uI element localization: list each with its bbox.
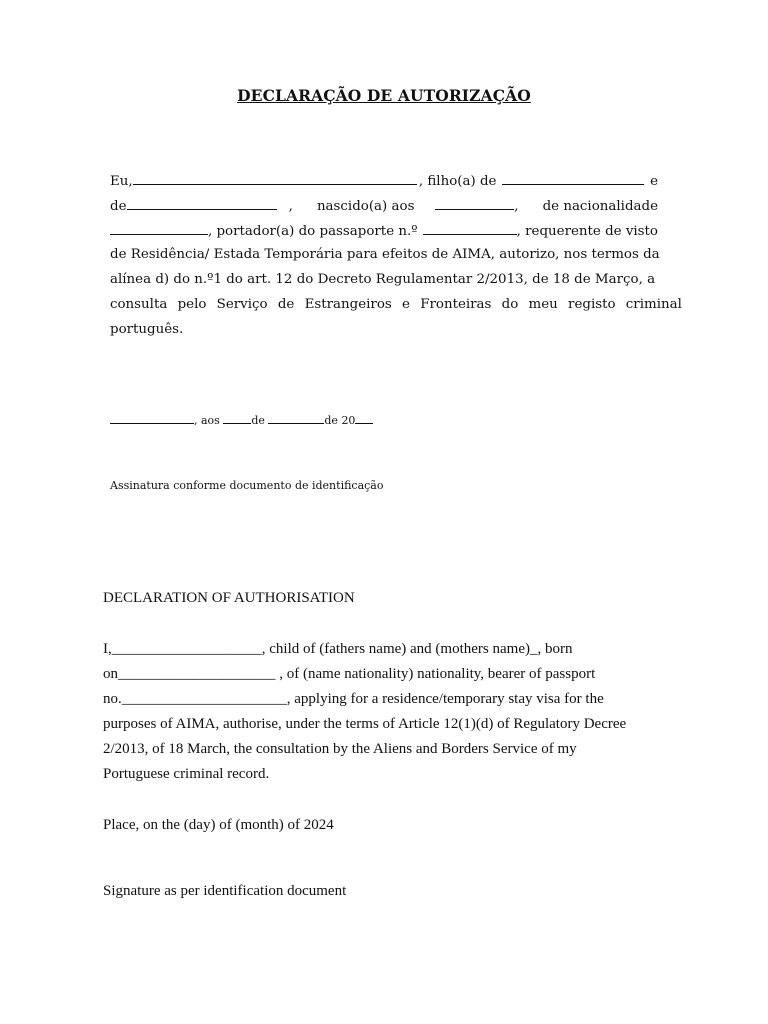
en-line-4: purposes of AIMA, authorise, under the terms of Article 12(1)(d) of Regulatory Decree	[103, 716, 627, 732]
document-title-en: DECLARATION OF AUTHORISATION	[103, 590, 355, 606]
pt-line-4	[110, 247, 658, 272]
en-text-line-1a: I,____________________, child of (fathers name) and (mothers name)	[103, 641, 530, 657]
year-blank[interactable]	[355, 413, 373, 424]
en-signature-label: Signature as per identification document	[103, 883, 347, 899]
pt-text-line-5: alínea d) do n.º1 do art. 12 do Decreto Regulamentar 2/2013, de 18 de Março, a	[110, 272, 656, 287]
pt-nascido-label: nascido(a) aos	[316, 199, 415, 214]
en-line-3: no.______________________, applying for a residence/temporary stay visa for the	[103, 691, 604, 707]
name-blank[interactable]	[133, 172, 417, 185]
pt-aos-label: , aos	[194, 414, 220, 427]
en-line-5: 2/2013, of 18 March, the consultation by the Aliens and Borders Service of my	[103, 741, 577, 757]
pt-de-label: de	[110, 199, 127, 214]
en-line-6: Portuguese criminal record.	[103, 766, 270, 782]
pt-nacionalidade-label: de nacionalidade	[542, 199, 658, 214]
birthplace-blank[interactable]	[127, 197, 277, 210]
pt-line-1	[110, 172, 658, 197]
pt-line-7	[110, 322, 658, 347]
pt-line-2	[110, 197, 658, 222]
pt-de20-label: de 20	[324, 414, 356, 427]
en-text-line-1c: , born	[537, 641, 573, 657]
en-line-1	[103, 641, 572, 658]
pt-eu-label: Eu,	[110, 174, 133, 189]
pt-text-line-7: português.	[110, 322, 184, 337]
pt-comma: ,	[288, 199, 293, 214]
day-blank[interactable]	[223, 413, 251, 424]
en-line-2: on_____________________ , of (name nationality) nationality, bearer of passport	[103, 666, 596, 682]
parent-name-blank[interactable]	[502, 172, 644, 185]
month-blank[interactable]	[268, 413, 324, 424]
passport-number-blank[interactable]	[423, 222, 517, 235]
document-title-pt: DECLARAÇÃO DE AUTORIZAÇÃO	[237, 86, 531, 105]
pt-de-small-label: de	[251, 414, 265, 427]
pt-line-5	[110, 272, 658, 297]
pt-portador-label: , portador(a) do passaporte n.º	[207, 224, 418, 239]
pt-comma-2: ,	[514, 199, 519, 214]
birthdate-blank[interactable]	[435, 197, 514, 210]
en-place-date-line: Place, on the (day) of (month) of 2024	[103, 817, 334, 833]
place-blank[interactable]	[110, 413, 194, 424]
pt-text-line-6: consulta pelo Serviço de Estrangeiros e Fronteiras do meu registo criminal	[110, 297, 682, 312]
pt-line-3	[110, 222, 658, 247]
pt-filho-label: , filho(a) de	[418, 174, 497, 189]
pt-line-6	[110, 297, 682, 322]
nationality-blank[interactable]	[110, 222, 208, 235]
pt-signature-label: Assinatura conforme documento de identificação	[110, 479, 384, 492]
pt-place-date-line	[110, 413, 373, 427]
en-text-line-1b: _	[529, 641, 538, 657]
pt-text-line-4: de Residência/ Estada Temporária para efeitos de AIMA, autorizo, nos termos da	[110, 247, 660, 262]
pt-requerente-label: , requerente de visto	[516, 224, 658, 239]
pt-e-label: e	[650, 174, 658, 189]
